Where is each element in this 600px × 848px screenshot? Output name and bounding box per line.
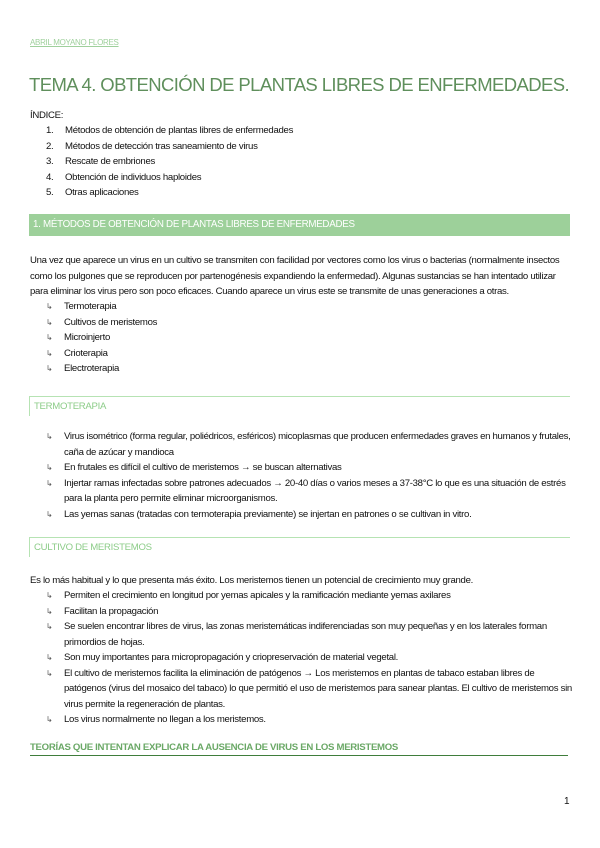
list-item (46, 299, 574, 315)
item-text: Se suelen encontrar libres de virus, las zonas meristemáticas indiferenciadas son muy pequeñas y en los laterales forman primordios de hojas. (64, 621, 547, 648)
section-heading-bar: 1. MÉTODOS DE OBTENCIÓN DE PLANTAS LIBRES DE ENFERMEDADES (29, 214, 570, 236)
item-text: Termoterapia (64, 301, 117, 312)
index-item (46, 170, 293, 186)
list-item (46, 712, 574, 728)
item-text: El cultivo de meristemos facilita la eliminación de patógenos → Los meristemos en plantas de tabaco estaban libres de patógenos (virus del mosaico del tabaco) lo que permitió el uso de meristemos para sanear plantas. El cultivo de meristemos sin virus permite la regeneración de plantas. (64, 667, 572, 710)
page-number: 1 (564, 796, 570, 807)
arrow-bullet-icon: ↳ (46, 348, 53, 358)
item-text: Permiten el crecimiento en longitud por yemas apicales y la ramificación mediante yemas axilares (64, 590, 451, 601)
teorias-heading (30, 740, 568, 756)
index-text: Obtención de individuos haploides (65, 171, 202, 183)
arrow-bullet-icon: ↳ (46, 668, 53, 678)
list-item (46, 346, 574, 362)
arrow-bullet-icon: ↳ (46, 333, 53, 342)
subsection-heading-termoterapia: TERMOTERAPIA (29, 396, 570, 416)
arrow-bullet-icon: ↳ (46, 463, 53, 472)
item-text: Microinjerto (64, 332, 110, 343)
arrow-bullet-icon: ↳ (46, 622, 53, 631)
index-number: 4. (46, 171, 54, 183)
teorias-heading-text: TEORÍAS QUE INTENTAN EXPLICAR LA AUSENCIA DE VIRUS EN LOS MERISTEMOS (30, 742, 398, 753)
item-text: Electroterapia (64, 363, 119, 374)
list-item (46, 315, 574, 331)
item-text: Virus isométrico (forma regular, poliédricos, esféricos) micoplasmas que producen enfermedades graves en humanos y frutales, caña de azúcar y mandioca (64, 431, 571, 458)
list-item (46, 650, 574, 666)
item-text: Las yemas sanas (tratadas con termoterapia previamente) se injertan en patrones o se cultivan in vitro. (64, 508, 472, 520)
arrow-bullet-icon: ↳ (46, 715, 53, 724)
index-number: 2. (46, 140, 54, 152)
item-text: En frutales es difícil el cultivo de meristemos → se buscan alternativas (64, 462, 342, 473)
page-title: TEMA 4. OBTENCIÓN DE PLANTAS LIBRES DE ENFERMEDADES. (29, 74, 570, 95)
index-label: ÍNDICE: (30, 110, 64, 121)
arrow-bullet-icon: ↳ (46, 302, 53, 311)
list-item (46, 588, 574, 604)
list-item (46, 507, 574, 523)
index-number: 1. (46, 125, 54, 136)
item-text: Los virus normalmente no llegan a los meristemos. (64, 714, 266, 725)
item-text: Facilitan la propagación (64, 605, 159, 617)
intro-paragraph: Una vez que aparece un virus en un cultivo se transmiten con facilidad por vectores como los virus o bacterias (normalmente insectos como los pulgones que se reproducen por partenogénesis expandiendo la enfermedad). Algunas sustancias se han intentado utilizar para eliminar los virus pero son poco eficaces. Cuando aparece un virus este se transmite de unas generaciones a otras. (30, 255, 560, 297)
index-text: Otras aplicaciones (65, 187, 139, 198)
index-item (46, 154, 293, 170)
subsection-heading-meristemos: CULTIVO DE MERISTEMOS (29, 537, 570, 557)
termoterapia-list (46, 429, 574, 522)
item-text: Son muy importantes para micropropagación y criopreservación de material vegetal. (64, 652, 399, 663)
index-text: Métodos de detección tras saneamiento de virus (65, 140, 258, 152)
item-text: Cultivos de meristemos (64, 316, 158, 328)
index-number: 3. (46, 156, 54, 167)
arrow-bullet-icon: ↳ (46, 653, 53, 662)
index-text: Métodos de obtención de plantas libres de enfermedades (65, 125, 294, 136)
arrow-bullet-icon: ↳ (46, 478, 53, 488)
meristemos-list (46, 588, 574, 728)
index-text: Rescate de embriones (65, 156, 155, 167)
index-item (46, 185, 293, 201)
list-item (46, 666, 574, 713)
item-text: Crioterapia (64, 347, 108, 359)
index-item (46, 123, 293, 139)
index-number: 5. (46, 187, 54, 198)
arrow-bullet-icon: ↳ (46, 317, 53, 327)
arrow-bullet-icon: ↳ (46, 432, 53, 441)
list-item (46, 619, 574, 650)
list-item (46, 330, 574, 346)
arrow-bullet-icon: ↳ (46, 606, 53, 616)
list-item (46, 361, 574, 377)
index-list (46, 123, 293, 201)
list-item (46, 429, 574, 460)
arrow-bullet-icon: ↳ (46, 591, 53, 600)
meristemos-paragraph: Es lo más habitual y lo que presenta más éxito. Los meristemos tienen un potencial de crecimiento muy grande. (30, 575, 473, 586)
list-item (46, 476, 574, 507)
item-text: Injertar ramas infectadas sobre patrones adecuados → 20-40 días o varios meses a 37-38°C lo que es una situación de estrés para la planta pero permite eliminar microorganismos. (64, 477, 566, 504)
index-item (46, 139, 293, 155)
arrow-bullet-icon: ↳ (46, 364, 53, 373)
arrow-bullet-icon: ↳ (46, 509, 53, 519)
list-item (46, 460, 574, 476)
list-item (46, 604, 574, 620)
methods-list (46, 299, 574, 377)
author-header: ABRIL MOYANO FLORES (30, 38, 119, 47)
